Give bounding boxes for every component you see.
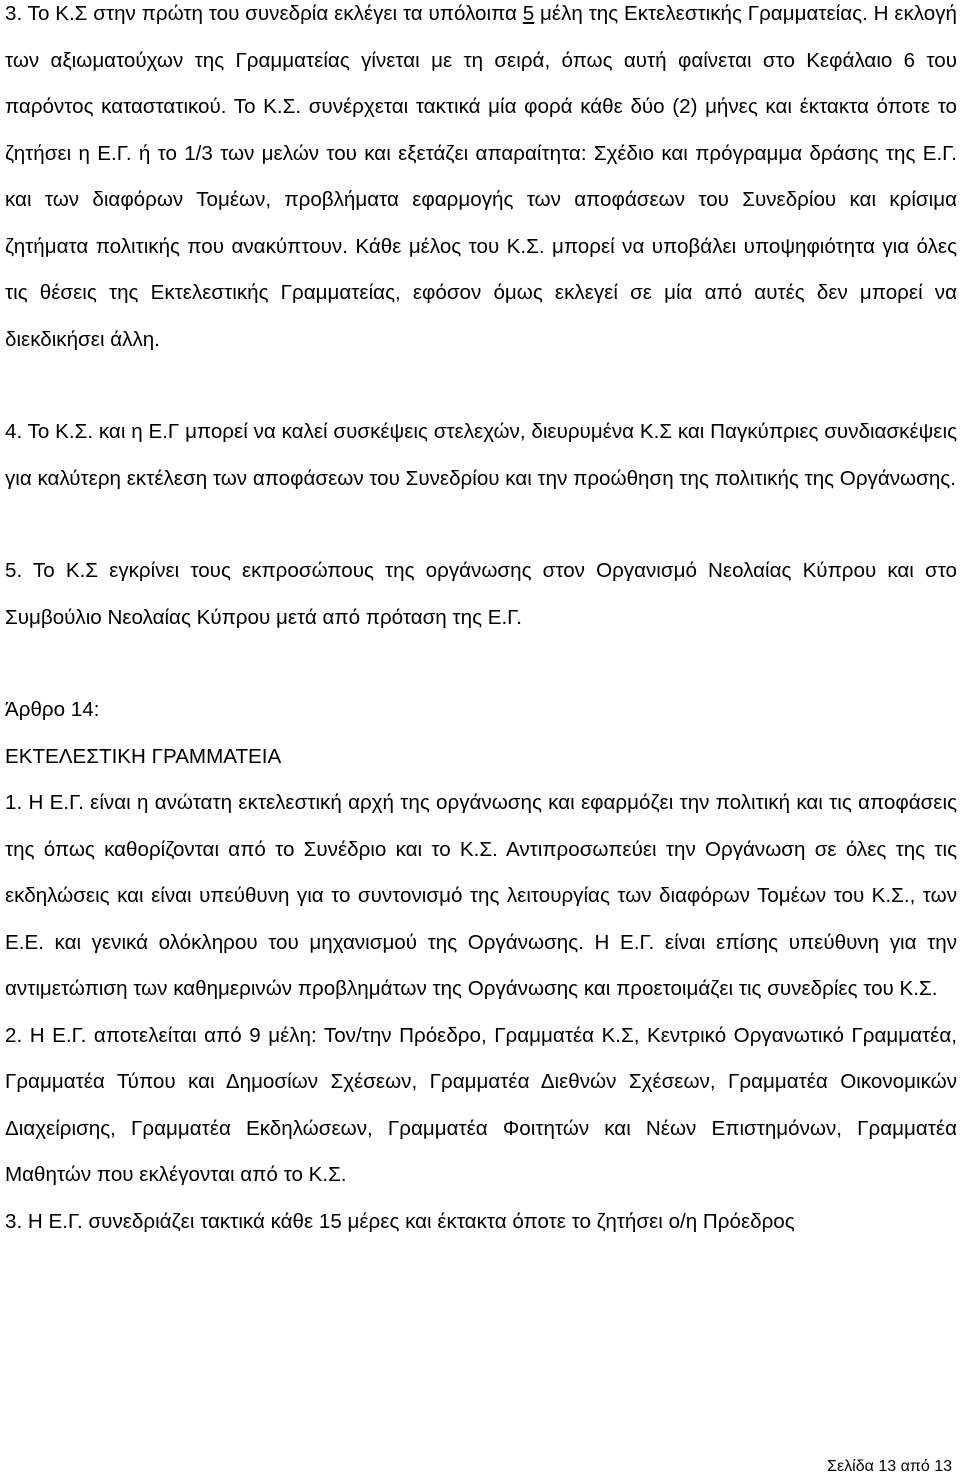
item-3-underlined-number: 5 [522,2,535,25]
article-item-2: 2. Η Ε.Γ. αποτελείται από 9 μέλη: Τον/την Πρόεδρο, Γραμματέα Κ.Σ, Κεντρικό Οργανωτικό Γραμματέα, Γραμματέα Τύπου και Δημοσίων Σχέσεων, Γραμματέα Διεθνών Σχέσεων, Γραμματέα Οικονομικών Διαχείρισης, Γραμματέα Εκδηλώσεων, Γραμματέα Φοιτητών και Νέων Επιστημόνων, Γραμματέα Μαθητών που εκλέγονται από το Κ.Σ. [5,1023,957,1186]
item-3-text-after: μέλη της Εκτελεστικής Γραμματείας. Η εκλογή των αξιωματούχων της Γραμματείας γίνεται με τη σειρά, όπως αυτή φαίνεται στο Κεφάλαιο 6 του παρόντος καταστατικού. Το Κ.Σ. συνέρχεται τακτικά μία φορά κάθε δύο (2) μήνες και έκτακτα όποτε το ζητήσει η Ε.Γ. ή το 1/3 των μελών του και εξετάζει απαραίτητα: Σχέδιο και πρόγραμμα δράσης της Ε.Γ. και των διαφόρων Τομέων, προβλήματα εφαρμογής των αποφάσεων του Συνεδρίου και κρίσιμα ζητήματα πολιτικής που ανακύπτουν. Κάθε μέλος του Κ.Σ. μπορεί να υποβάλει υποψηφιότητα για όλες τις θέσεις της Εκτελεστικής Γραμματείας, εφόσον όμως εκλεγεί σε μία από αυτές δεν μπορεί να διεκδικήσει άλλη. [5,2,957,351]
paragraph-spacer [5,363,957,409]
article-title: Άρθρο 14: [5,698,100,721]
page-number-footer: Σελίδα 13 από 13 [827,1458,952,1475]
paragraph-spacer [5,502,957,548]
article-item-3: 3. Η Ε.Γ. συνεδριάζει τακτικά κάθε 15 μέρες και έκτακτα όποτε το ζητήσει ο/η Πρόεδρος [5,1209,795,1233]
paragraph-item-3 [5,0,957,363]
article-subtitle: ΕΚΤΕΛΕΣΤΙΚΗ ΓΡΑΜΜΑΤΕΙΑ [5,744,282,768]
paragraph-item-5: 5. Το Κ.Σ εγκρίνει τους εκπροσώπους της οργάνωσης στον Οργανισμό Νεολαίας Κύπρου και στο Συμβούλιο Νεολαίας Κύπρου μετά από πρόταση της Ε.Γ. [5,559,957,629]
article-item-1: 1. Η Ε.Γ. είναι η ανώτατη εκτελεστική αρχή της οργάνωσης και εφαρμόζει την πολιτική και τις αποφάσεις της όπως καθορίζονται από το Συνέδριο και το Κ.Σ. Αντιπροσωπεύει την Οργάνωση σε όλες της τις εκδηλώσεις και είναι υπεύθυνη για το συντονισμό της λειτουργίας των διαφόρων Τομέων του Κ.Σ., των Ε.Ε. και γενικά ολόκληρου του μηχανισμού της Οργάνωσης. Η Ε.Γ. είναι επίσης υπεύθυνη για την αντιμετώπιση των καθημερινών προβλημάτων της Οργάνωσης και προετοιμάζει τις συνεδρίες του Κ.Σ. [5,791,957,1000]
item-3-text-before: 3. Το Κ.Σ στην πρώτη του συνεδρία εκλέγει τα υπόλοιπα [5,2,523,25]
paragraph-item-4: 4. Το Κ.Σ. και η Ε.Γ μπορεί να καλεί συσκέψεις στελεχών, διευρυμένα Κ.Σ και Παγκύπριες συνδιασκέψεις για καλύτερη εκτέλεση των αποφάσεων του Συνεδρίου και την προώθηση της πολιτικής της Οργάνωσης. [5,420,957,490]
document-page [5,0,957,1245]
paragraph-spacer [5,641,957,687]
